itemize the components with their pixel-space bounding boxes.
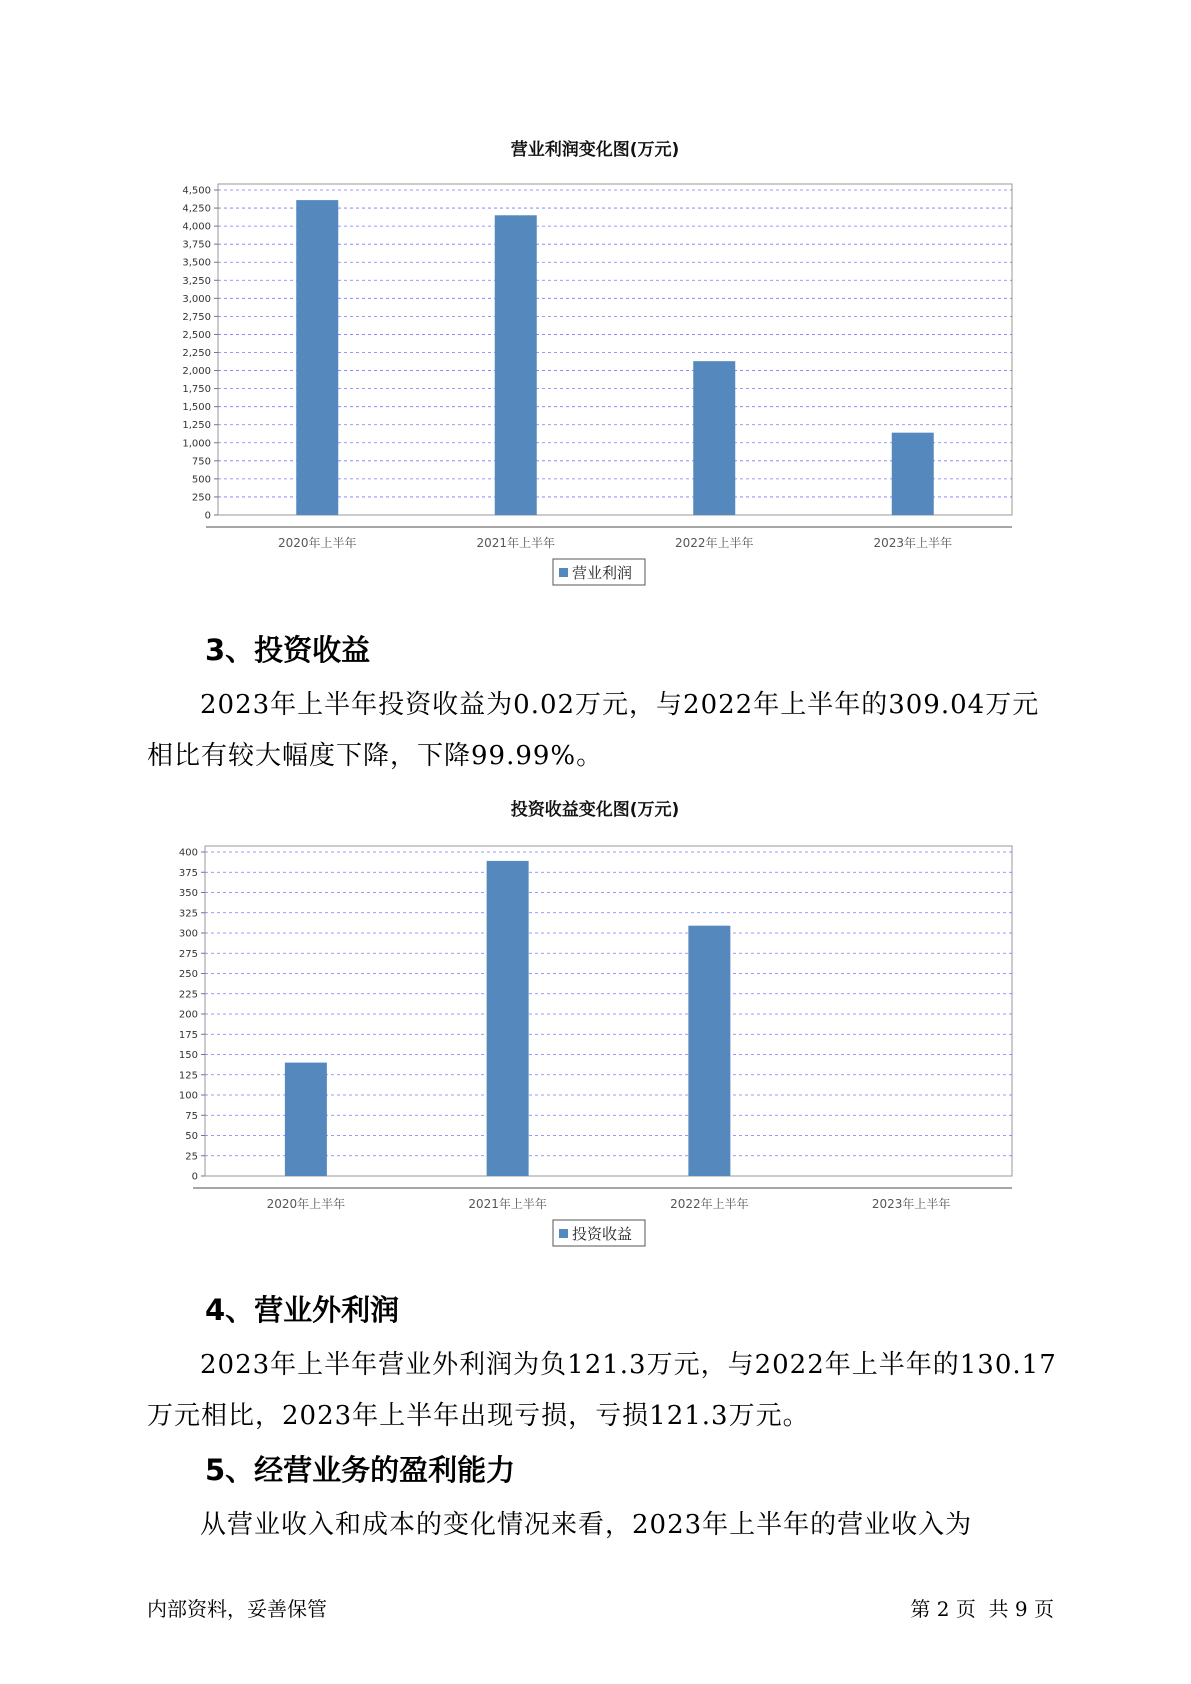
y-tick-label: 750 <box>191 456 211 468</box>
y-tick-label: 200 <box>178 1009 198 1021</box>
bar <box>688 926 730 1176</box>
bar <box>296 200 338 515</box>
y-tick-label: 250 <box>178 969 198 980</box>
bar <box>892 433 934 515</box>
y-tick-label: 1,250 <box>182 420 211 432</box>
x-tick-label: 2023年上半年 <box>873 536 953 550</box>
y-tick-label: 1,500 <box>182 402 211 414</box>
x-tick-label: 2020年上半年 <box>266 1197 346 1211</box>
y-tick-label: 125 <box>178 1070 198 1082</box>
section-heading-non-operating-profit: 4、营业外利润 <box>205 1293 400 1327</box>
investment-income-chart <box>0 790 1191 1250</box>
y-tick-label: 1,000 <box>182 438 211 450</box>
y-tick-label: 50 <box>185 1131 198 1142</box>
x-tick-label: 2020年上半年 <box>277 536 357 550</box>
y-tick-label: 300 <box>178 928 198 940</box>
y-tick-label: 2,750 <box>182 311 211 323</box>
y-tick-label: 275 <box>178 948 198 960</box>
legend-label: 营业利润 <box>572 564 633 582</box>
investment-income-chart-svg <box>0 790 1191 1250</box>
section-heading-profitability: 5、经营业务的盈利能力 <box>205 1453 516 1487</box>
y-tick-label: 3,750 <box>182 239 211 251</box>
section-paragraph-non-operating-profit: 2023年上半年营业外利润为负121.3万元，与2022年上半年的130.17万元相比，2023年上半年出现亏损，亏损121.3万元。 <box>147 1350 1057 1431</box>
y-tick-label: 4,000 <box>182 221 211 233</box>
legend-label: 投资收益 <box>572 1225 633 1243</box>
bar <box>693 361 735 515</box>
y-tick-label: 250 <box>191 492 211 504</box>
bar <box>495 215 537 515</box>
y-tick-label: 75 <box>185 1110 198 1122</box>
y-tick-label: 0 <box>191 1171 198 1183</box>
y-tick-label: 2,250 <box>182 348 211 359</box>
y-tick-label: 500 <box>191 474 211 486</box>
operating-profit-chart <box>0 130 1191 590</box>
y-tick-label: 3,500 <box>182 257 211 269</box>
chart-title: 营业利润变化图(万元) <box>510 140 680 160</box>
footer-confidential-note: 内部资料，妥善保管 <box>147 1597 327 1621</box>
y-tick-label: 400 <box>178 847 198 859</box>
section-paragraph-investment-income: 2023年上半年投资收益为0.02万元，与2022年上半年的309.04万元相比有较大幅度下降，下降99.99%。 <box>147 690 1040 771</box>
y-tick-label: 225 <box>178 989 198 1001</box>
y-tick-label: 375 <box>178 867 198 879</box>
y-tick-label: 3,250 <box>182 275 211 287</box>
y-tick-label: 100 <box>178 1090 198 1102</box>
y-tick-label: 2,000 <box>182 366 211 378</box>
y-tick-label: 1,750 <box>182 384 211 396</box>
x-tick-label: 2021年上半年 <box>476 536 556 550</box>
y-tick-label: 350 <box>178 888 198 899</box>
legend-swatch <box>559 1229 568 1238</box>
footer-page-number: 第 2 页 共 9 页 <box>910 1597 1054 1621</box>
y-tick-label: 4,500 <box>182 185 211 197</box>
bar <box>285 1063 327 1176</box>
x-tick-label: 2022年上半年 <box>670 1197 749 1211</box>
y-tick-label: 25 <box>185 1151 198 1163</box>
bar <box>487 861 529 1176</box>
y-tick-label: 325 <box>178 908 198 920</box>
legend-swatch <box>559 568 568 577</box>
y-tick-label: 150 <box>178 1050 198 1061</box>
y-tick-label: 0 <box>204 510 211 522</box>
operating-profit-chart-svg <box>0 130 1191 590</box>
y-tick-label: 3,000 <box>182 293 211 305</box>
y-tick-label: 4,250 <box>182 203 211 215</box>
x-tick-label: 2021年上半年 <box>468 1197 547 1211</box>
legend <box>553 559 645 585</box>
x-tick-label: 2023年上半年 <box>871 1197 951 1211</box>
x-tick-label: 2022年上半年 <box>674 536 754 550</box>
section-paragraph-profitability: 从营业收入和成本的变化情况来看，2023年上半年的营业收入为 <box>200 1510 973 1540</box>
chart-title: 投资收益变化图(万元) <box>510 800 680 820</box>
section-heading-investment-income: 3、投资收益 <box>205 633 371 667</box>
legend <box>553 1220 645 1246</box>
y-tick-label: 2,500 <box>182 329 211 341</box>
y-tick-label: 175 <box>178 1029 198 1041</box>
